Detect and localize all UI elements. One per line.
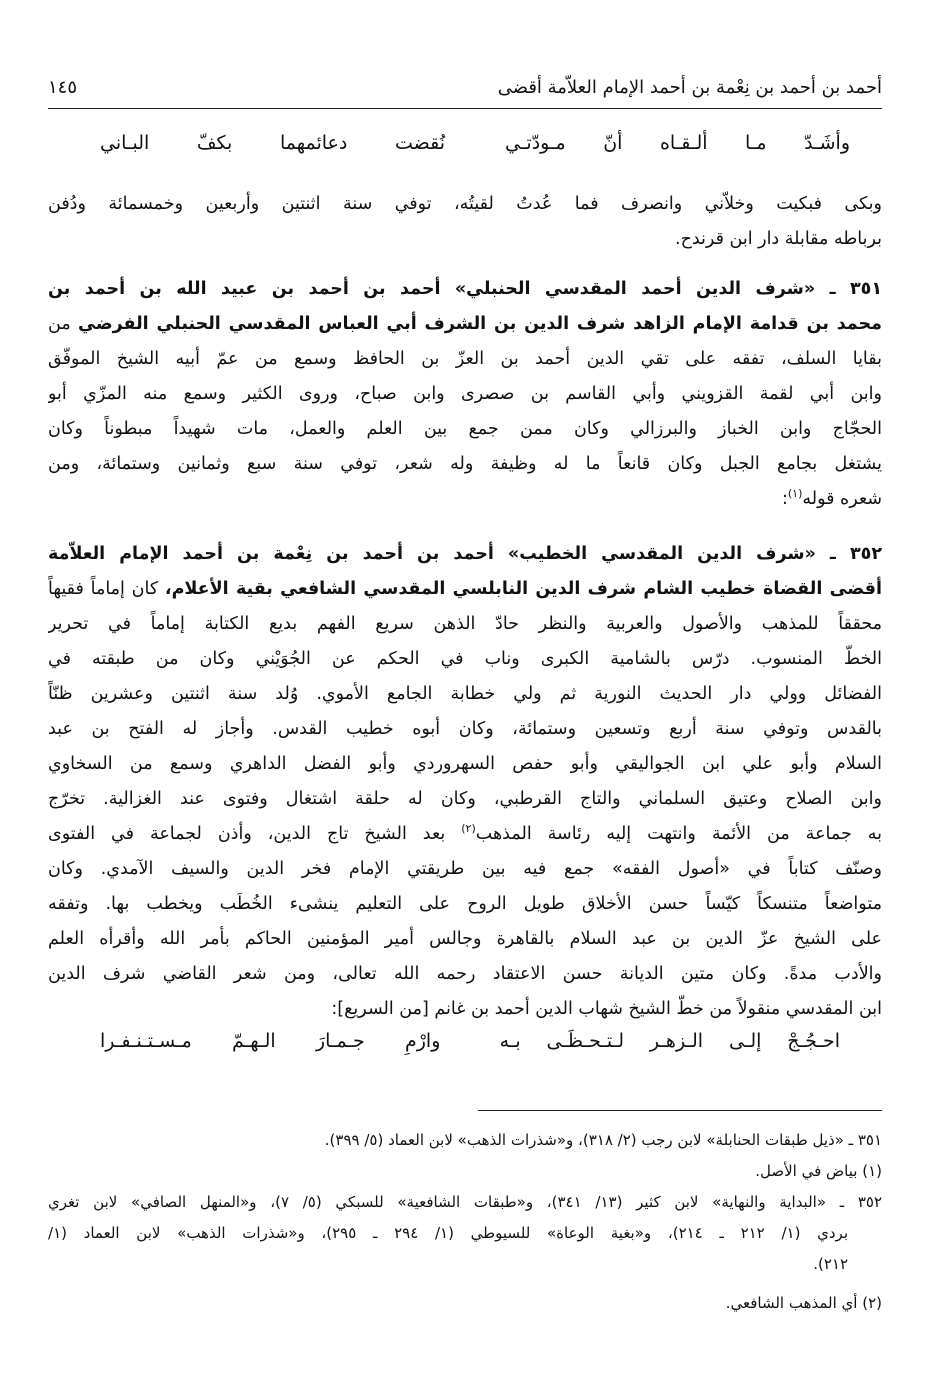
entry-heading: ٣٥٢ ـ «شرف الدين المقدسي الخطيب» أحمد بن أحمد بن نِعْمة بن أحمد الإمام العلاّمة bbox=[48, 544, 882, 564]
verse-2-hemistich-1: احـجُـجْ إلـى الـزهـر لـتـحـظَـى بـه bbox=[499, 1030, 840, 1052]
text-line: محققاً للمذهب والأصول والعربية والنظر حادّ الذهن سريع الفهم بديع الكتابة إماماً في تحرير bbox=[48, 614, 882, 634]
text-line: ابن المقدسي منقولاً من خطّ الشيخ شهاب الدين أحمد بن غانم [من السريع]: bbox=[331, 999, 882, 1019]
text-line: وابن الصلاح وعتيق السلماني والتاج القرطبي، وكان له حلقة اشتغال وفتوى عند الغزالية. تخرّج bbox=[48, 789, 882, 809]
text-line: متواضعاً متنسكاً كيّساً حسن الأخلاق طويل الروح على التعليم ينشىء الخُطَب ويخطب بها. وتفقه bbox=[48, 894, 882, 914]
footnotes bbox=[48, 1125, 882, 1319]
text-line: برباطه مقابلة دار ابن قرندح. bbox=[675, 229, 882, 249]
footnote-cont: ٢١٢). bbox=[813, 1255, 848, 1273]
text-line: الحجّاج وابن الخباز والبرزالي وكان ممن جمع بين العلم والعمل، مات شهيداً مبطوناً وكان bbox=[48, 419, 882, 439]
text-segment: كان إماماً فقيهاً bbox=[48, 579, 165, 599]
entry-352 bbox=[48, 537, 882, 1027]
footnote-ref-1[interactable]: (١) bbox=[787, 487, 803, 501]
text-line: السلام وأبو علي ابن الجواليقي وأبو حفص السهروردي وأبو الفضل الداهري وسمع من السخاوي bbox=[48, 754, 882, 774]
text-segment: بعد الشيخ تاج الدين، وأذن لجماعة في الفتوى bbox=[48, 824, 462, 844]
verse-2-hemistich-2: وارْمِ جـمـارَ الـهـمّ مـسـتـنـفـرا bbox=[100, 1030, 441, 1052]
text-segment: شعره قوله bbox=[802, 489, 882, 509]
text-segment: من bbox=[48, 314, 78, 334]
entry-heading-cont: محمد بن قدامة الإمام الزاهد شرف الدين بن الشرف أبي العباس المقدسي الحنبلي الفرضي bbox=[77, 314, 882, 334]
verse-1-hemistich-2: نُقضت دعائمهما بكفّ البـاني bbox=[100, 132, 445, 154]
paragraph-1 bbox=[48, 187, 882, 257]
header-title: أحمد بن أحمد بن نِعْمة بن أحمد الإمام العلاّمة أقضى bbox=[497, 76, 882, 98]
verse-1-hemistich-1: وأشَـدّ مـا ألـقـاه أنّ مـودّتـي bbox=[505, 132, 850, 154]
footnote-rule bbox=[478, 1110, 882, 1111]
text-segment: : bbox=[781, 489, 788, 509]
text-line: وبكى فبكيت وخلاّني وانصرف فما عُدتُ لقيتُه، توفي سنة اثنتين وأربعين وخمسمائة ودُفن bbox=[48, 194, 882, 214]
text-line: وصنّف كتاباً في «أصول الفقه» جمع فيه بين طريقتي الإمام فخر الدين والسيف الآمدي. وكان bbox=[48, 859, 882, 879]
text-line: الفضائل وولي دار الحديث النورية ثم ولي خطابة الجامع الأموي. وُلد سنة اثنتين وعشرين ظنّاً bbox=[48, 684, 882, 704]
verse-2 bbox=[100, 1030, 840, 1052]
text-line: بقايا السلف، تفقه على تقي الدين أحمد بن العزّ بن الحافظ وسمع من عمّ أبيه الشيخ الموفّق bbox=[48, 349, 882, 369]
text-line: على الشيخ عزّ الدين بن عبد السلام بالقاهرة وجالس أمير المؤمنين الحاكم بأمر الله وأقرأه العلم bbox=[48, 929, 882, 949]
text-line: والأدب مدةً. وكان متين الديانة حسن الاعتقاد رحمه الله تعالى، ومن شعر القاضي شرف الدين bbox=[48, 964, 882, 984]
footnote: ٣٥٢ ـ «البداية والنهاية» لابن كثير (١٣/ ٣٤١)، و«طبقات الشافعية» للسبكي (٥/ ٧)، و«المنهل الصافي» لابن تغري bbox=[48, 1193, 882, 1211]
entry-351 bbox=[48, 272, 882, 517]
text-line: وابن أبي لقمة القزويني وأبي القاسم بن صصرى وابن صباح، وروى الكثير وسمع منه المزّي أبو bbox=[48, 384, 882, 404]
entry-heading: ٣٥١ ـ «شرف الدين أحمد المقدسي الحنبلي» أحمد بن أحمد بن عبيد الله بن أحمد بن bbox=[48, 279, 882, 299]
footnote: (٢) أي المذهب الشافعي. bbox=[725, 1294, 882, 1312]
running-header bbox=[48, 70, 882, 104]
entry-heading-cont: أقضى القضاة خطيب الشام شرف الدين النابلسي المقدسي الشافعي بقية الأعلام، bbox=[164, 579, 882, 599]
footnote: ٣٥١ ـ «ذيل طبقات الحنابلة» لابن رجب (٢/ ٣١٨)، و«شذرات الذهب» لابن العماد (٥/ ٣٩٩). bbox=[324, 1131, 882, 1149]
footnote-cont: بردي (١/ ٢١٢ ـ ٢١٤)، و«بغية الوعاة» للسيوطي (١/ ٢٩٤ ـ ٢٩٥)، و«شذرات الذهب» لابن العماد (١/ bbox=[48, 1224, 848, 1242]
text-segment: به جماعة من الأئمة وانتهت إليه رئاسة المذهب bbox=[475, 824, 882, 844]
page-number: ١٤٥ bbox=[48, 76, 78, 98]
verse-1 bbox=[100, 132, 850, 154]
text-line: بالقدس وتوفي سنة أربع وتسعين وستمائة، وكان أبوه خطيب القدس. وأجاز له الفتح بن عبد bbox=[48, 719, 882, 739]
text-line: يشتغل بجامع الجبل وكان قانعاً ما له وظيفة وله شعر، توفي سنة سبع وثمانين وستمائة، ومن bbox=[48, 454, 882, 474]
text-line: الخطّ المنسوب. درّس بالشامية الكبرى وناب في الحكم عن الجُوَيْني وكان من طبقته في bbox=[48, 649, 882, 669]
header-rule bbox=[48, 108, 882, 109]
footnote-ref-2[interactable]: (٢) bbox=[461, 822, 476, 836]
footnote: (١) بياض في الأصل. bbox=[755, 1162, 882, 1180]
